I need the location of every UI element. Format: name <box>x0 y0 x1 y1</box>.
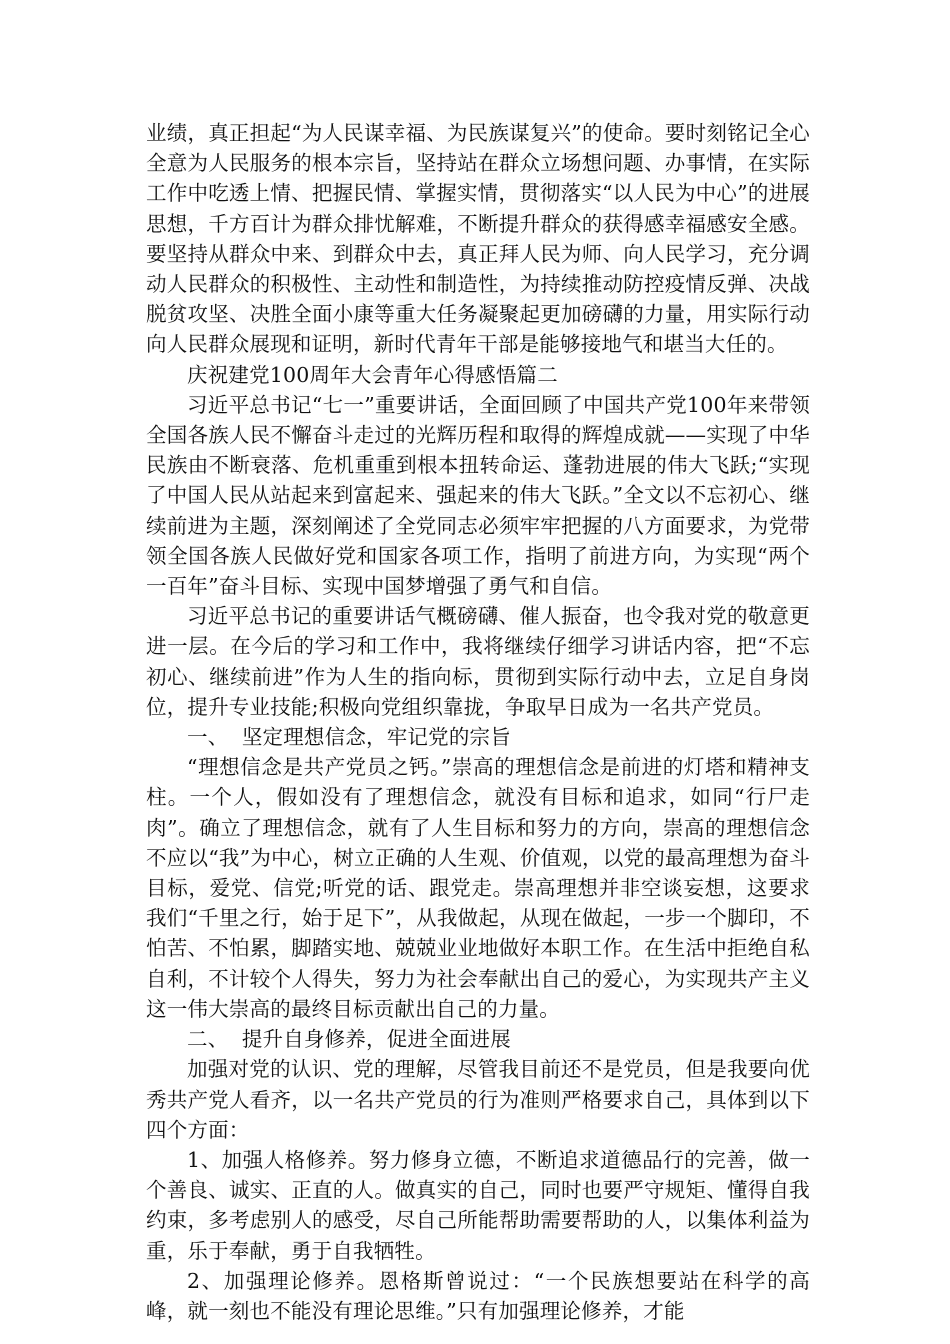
paragraph-body-2: 习近平总书记“七一”重要讲话，全面回顾了中国共产党100年来带领全国各族人民不懈奋斗走过的光辉历程和取得的辉煌成就——实现了中华民族由不断衰落、危机重重到根本扭转命运、蓬勃进展的伟大飞跃;“实现了中国人民从站起来到富起来、强起来的伟大飞跃。”全文以不忘初心、继续前进为主题，深刻阐述了全党同志必须牢牢把握的八方面要求，为党带领全国各族人民做好党和国家各项工作，指明了前进方向，为实现“两个一百年”奋斗目标、实现中国梦增强了勇气和自信。 <box>146 392 810 599</box>
section-heading-two: 二、 提升自身修养，促进全面进展 <box>187 1027 511 1052</box>
document-page <box>146 118 810 1326</box>
paragraph-body-3: 习近平总书记的重要讲话气概磅礴、催人振奋，也令我对党的敬意更进一层。在今后的学习和工作中，我将继续仔细学习讲话内容，把“不忘初心、继续前进”作为人生的指向标，贯彻到实际行动中去，立足自身岗位，提升专业技能;积极向党组织靠拢，争取早日成为一名共产党员。 <box>146 604 810 719</box>
paragraph-body-4: “理想信念是共产党员之钙。”崇高的理想信念是前进的灯塔和精神支柱。一个人，假如没有了理想信念，就没有目标和追求，如同“行尸走肉”。确立了理想信念，就有了人生目标和努力的方向，崇高的理想信念不应以“我”为中心，树立正确的人生观、价值观，以党的最高理想为奋斗目标，爱党、信党;听党的话、跟党走。崇高理想并非空谈妄想，这要求我们“千里之行，始于足下”，从我做起，从现在做起，一步一个脚印，不怕苦、不怕累，脚踏实地、兢兢业业地做好本职工作。在生活中拒绝自私自利，不计较个人得失，努力为社会奉献出自己的爱心，为实现共产主义这一伟大崇高的最终目标贡献出自己的力量。 <box>146 755 810 1021</box>
section-heading-one: 一、 坚定理想信念，牢记党的宗旨 <box>187 725 511 750</box>
paragraph-item-2: 2、加强理论修养。恩格斯曾说过：“一个民族想要站在科学的高峰，就一刻也不能没有理论思维。”只有加强理论修养，才能 <box>146 1268 810 1323</box>
paragraph-item-1: 1、加强人格修养。努力修身立德，不断追求道德品行的完善，做一个善良、诚实、正直的人。做真实的自己，同时也要严守规矩、懂得自我约束，多考虑别人的感受，尽自己所能帮助需要帮助的人，以集体利益为重，乐于奉献，勇于自我牺牲。 <box>146 1147 810 1263</box>
paragraph-body-5: 加强对党的认识、党的理解，尽管我目前还不是党员，但是我要向优秀共产党人看齐，以一名共产党员的行为准则严格要求自己，具体到以下四个方面： <box>146 1057 810 1142</box>
paragraph-body-1: 业绩，真正担起“为人民谋幸福、为民族谋复兴”的使命。要时刻铭记全心全意为人民服务的根本宗旨，坚持站在群众立场想问题、办事情，在实际工作中吃透上情、把握民情、掌握实情，贯彻落实“以人民为中心”的进展思想，千方百计为群众排忧解难，不断提升群众的获得感幸福感安全感。要坚持从群众中来、到群众中去，真正拜人民为师、向人民学习，充分调动人民群众的积极性、主动性和制造性，为持续推动防控疫情反弹、决战脱贫攻坚、决胜全面小康等重大任务凝聚起更加磅礴的力量，用实际行动向人民群众展现和证明，新时代青年干部是能够接地气和堪当大任的。 <box>146 121 810 357</box>
section-title-part-two: 庆祝建党100周年大会青年心得感悟篇二 <box>187 362 558 387</box>
